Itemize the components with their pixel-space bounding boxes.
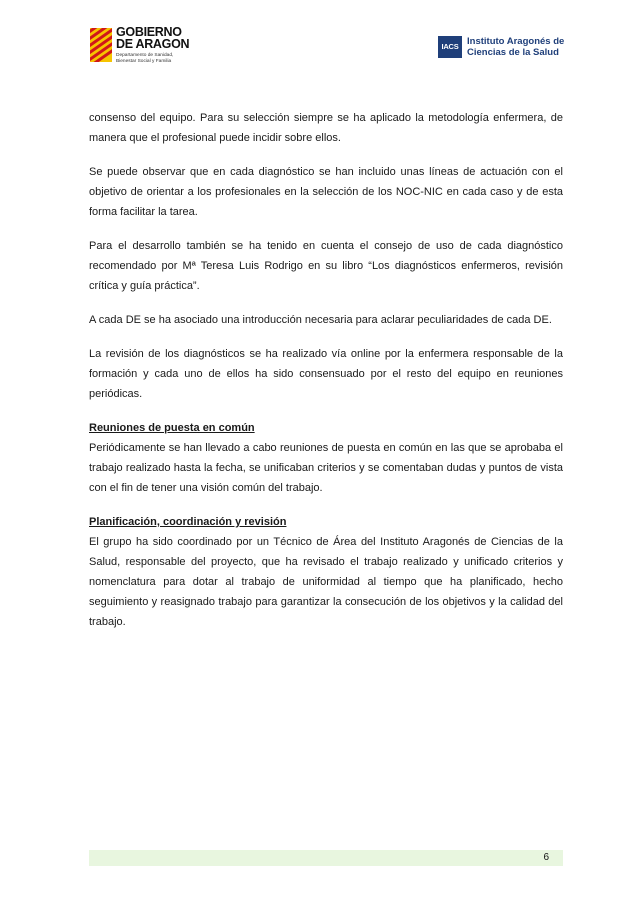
- paragraph-5: La revisión de los diagnósticos se ha realizado vía online por la enfermera responsable de la formación y cada uno de ellos ha sido consensuado por el resto del equipo en reuniones periódicas.: [89, 348, 563, 400]
- iacs-name-line2: Ciencias de la Salud: [467, 47, 559, 58]
- paragraph-1: consenso del equipo. Para su selección siempre se ha aplicado la metodología enfermera, de manera que el profesional puede incidir sobre ellos.: [89, 112, 563, 144]
- iacs-name-line1: Instituto Aragonés de: [467, 36, 565, 47]
- paragraph-7: El grupo ha sido coordinado por un Técnico de Área del Instituto Aragonés de Ciencias de la Salud, responsable del proyecto, que ha revisado el trabajo realizado y unificado criterios y nomenclatura para dotar al trabajo de uniformidad al tiempo que ha planificado, hecho seguimiento y reasignado trabajo para garantizar la consecución de los objetivos y la calidad del trabajo.: [89, 536, 563, 628]
- document-body: [89, 108, 563, 646]
- paragraph-4: A cada DE se ha asociado una introducción necesaria para aclarar peculiaridades de cada DE.: [89, 314, 552, 326]
- logo-line2: DE ARAGON: [116, 37, 190, 51]
- dept-line1: Departamento de Sanidad,: [116, 53, 174, 58]
- iacs-logo: [438, 36, 578, 66]
- department-text: [116, 53, 196, 64]
- iacs-badge: IACS: [438, 36, 462, 58]
- gobierno-logo-text: [116, 26, 189, 50]
- section-heading-planificacion: Planificación, coordinación y revisión: [89, 516, 287, 528]
- page-number: 6: [543, 852, 549, 863]
- section-heading-reuniones: Reuniones de puesta en común: [89, 422, 255, 434]
- paragraph-3: Para el desarrollo también se ha tenido en cuenta el consejo de uso de cada diagnóstico recomendado por Mª Teresa Luis Rodrigo en su libro “Los diagnósticos enfermeros, revisión crítica y guía práctica”.: [89, 240, 563, 292]
- paragraph-6: Periódicamente se han llevado a cabo reuniones de puesta en común en las que se aprobaba el trabajo realizado hasta la fecha, se unificaban criterios y se comentaban dudas y puntos de vista con el fin de tener una visión común del trabajo.: [89, 442, 563, 494]
- gobierno-aragon-logo: [90, 26, 200, 78]
- footer-bar: [89, 850, 563, 866]
- paragraph-2: Se puede observar que en cada diagnóstico se han incluido unas líneas de actuación con el objetivo de orientar a los profesionales en la selección de los NOC-NIC en cada caso y de esta forma facilitar la tarea.: [89, 166, 563, 218]
- aragon-flag-icon: [90, 28, 112, 62]
- logo-line1: GOBIERNO: [116, 25, 182, 39]
- iacs-name: [467, 36, 564, 58]
- dept-line2: Bienestar Social y Familia: [116, 58, 172, 64]
